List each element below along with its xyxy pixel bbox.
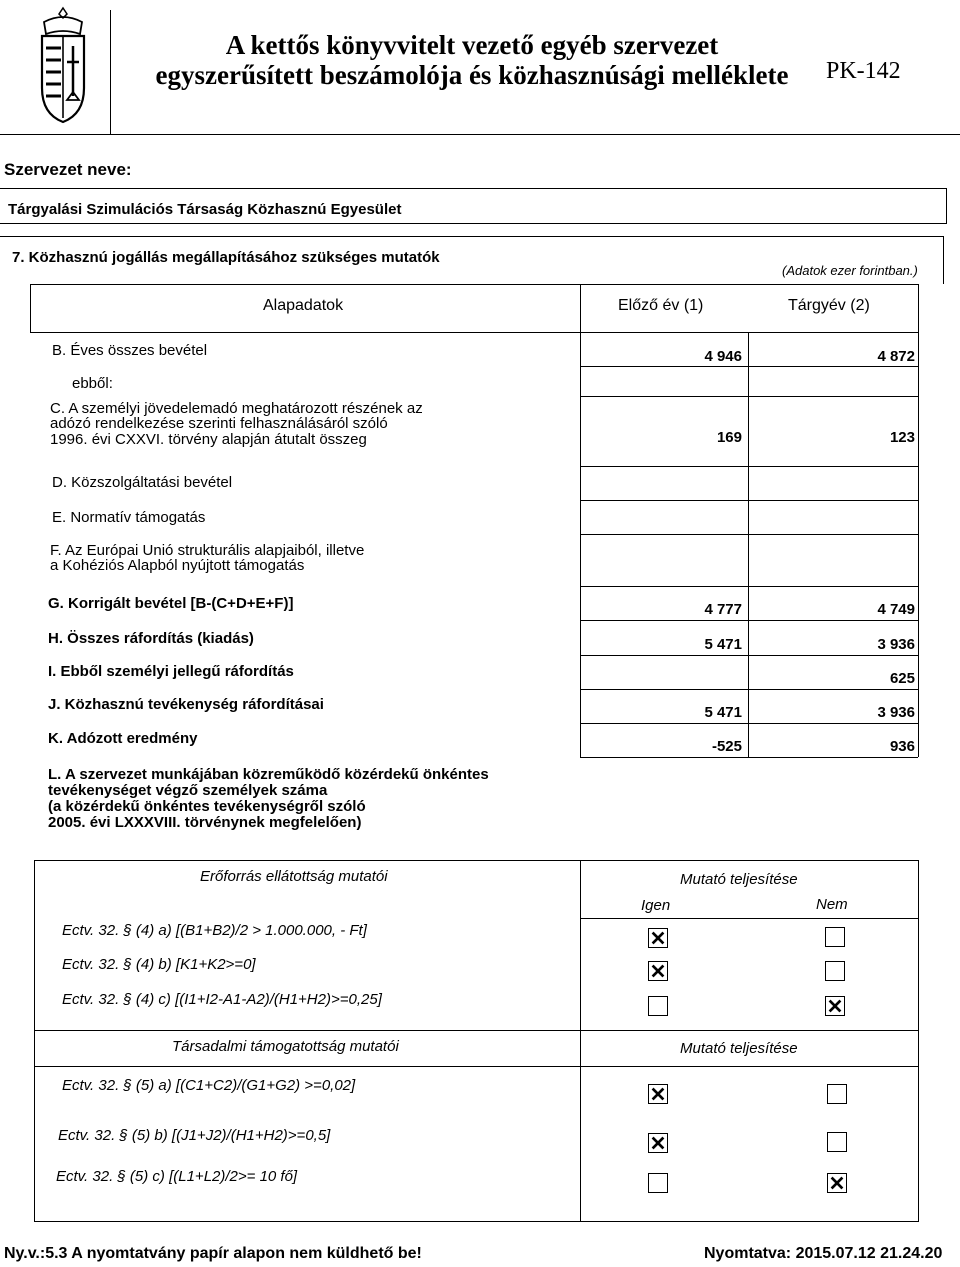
row-label: E. Normatív támogatás (52, 509, 206, 526)
form-title (118, 30, 826, 90)
row-label: ebből: (72, 375, 113, 392)
social-item-label: Ectv. 32. § (5) c) [(L1+L2)/2>= 10 fő] (56, 1168, 298, 1185)
indicator-top (34, 860, 918, 861)
resource-no-checkbox-a[interactable] (825, 927, 845, 947)
row-label-line: 1996. évi CXXVI. törvény alapján átutalt összeg (50, 431, 367, 448)
resource-item-label: Ectv. 32. § (4) b) [K1+K2>=0] (62, 956, 256, 973)
footer-print-date: Nyomtatva: 2015.07.12 21.24.20 (704, 1245, 943, 1262)
resource-yes-checkbox-a[interactable] (648, 928, 668, 948)
value-underline (580, 689, 918, 690)
table-left (30, 284, 31, 332)
value-underline (580, 500, 918, 501)
row-label: D. Közszolgáltatási bevétel (52, 474, 233, 491)
social-result-title: Mutató teljesítése (680, 1040, 798, 1057)
section-title: 7. Közhasznú jogállás megállapításához szükséges mutatók (12, 249, 440, 266)
table-header-top (30, 284, 918, 285)
col-prev-header: Előző év (1) (618, 297, 704, 314)
header-bottom-line (0, 134, 960, 135)
resource-result-title: Mutató teljesítése (680, 871, 798, 888)
row-label-line: tevékenységet végző személyek száma (48, 782, 328, 799)
prev-value: 169 (716, 429, 742, 446)
resource-item-label: Ectv. 32. § (4) c) [(I1+I2-A1-A2)/(H1+H2)>=0,25] (62, 991, 382, 1008)
value-underline (580, 757, 918, 758)
social-item-label: Ectv. 32. § (5) b) [(J1+J2)/(H1+H2)>=0,5] (58, 1127, 331, 1144)
yes-header: Igen (641, 897, 671, 914)
value-underline (580, 655, 918, 656)
org-name-label: Szervezet neve: (4, 160, 132, 179)
row-label-line: adózó rendelkezése szerinti felhasználásáról szóló (50, 415, 388, 432)
value-col-mid (748, 332, 749, 757)
curr-value: 4 749 (877, 601, 915, 618)
resource-no-checkbox-c[interactable] (825, 996, 845, 1016)
social-yes-checkbox-b[interactable] (648, 1133, 668, 1153)
value-underline (580, 620, 918, 621)
indicator-header-line (580, 918, 918, 919)
col-basic-header: Alapadatok (263, 297, 344, 314)
resource-yes-checkbox-c[interactable] (648, 996, 668, 1016)
footer-note: Ny.v.:5.3 A nyomtatvány papír alapon nem küldhető be! (4, 1245, 422, 1262)
form-title-line1: A kettős könyvvitelt vezető egyéb szervezet (225, 30, 719, 60)
row-label: G. Korrigált bevétel [B-(C+D+E+F)] (48, 595, 294, 612)
row-label-line: 2005. évi LXXXVIII. törvénynek megfelelően) (48, 814, 362, 831)
table-right (918, 284, 919, 332)
resource-no-checkbox-b[interactable] (825, 961, 845, 981)
unit-note: (Adatok ezer forintban.) (782, 263, 918, 278)
row-label: H. Összes ráfordítás (kiadás) (48, 630, 254, 647)
curr-value: 4 872 (877, 348, 915, 365)
curr-value: 3 936 (877, 636, 915, 653)
value-underline (580, 723, 918, 724)
social-no-checkbox-a[interactable] (827, 1084, 847, 1104)
indicator-bottom (34, 1221, 918, 1222)
table-col-sep1 (580, 284, 581, 332)
row-label: K. Adózott eredmény (48, 730, 198, 747)
social-yes-checkbox-a[interactable] (648, 1084, 668, 1104)
no-header: Nem (816, 896, 848, 913)
row-label: B. Éves összes bevétel (52, 342, 208, 359)
table-header-bottom (30, 332, 918, 333)
prev-value: 5 471 (704, 704, 742, 721)
indicator-left (34, 860, 35, 1222)
row-label-line: a Kohéziós Alapból nyújtott támogatás (50, 557, 305, 574)
prev-value: 4 777 (704, 601, 742, 618)
form-title-line2: egyszerűsített beszámolója és közhasznúsági melléklete (155, 60, 789, 90)
social-no-checkbox-b[interactable] (827, 1132, 847, 1152)
org-box-bottom (0, 223, 947, 224)
resource-title: Erőforrás ellátottság mutatói (200, 868, 388, 885)
curr-value: 123 (889, 429, 915, 446)
resource-item-label: Ectv. 32. § (4) a) [(B1+B2)/2 > 1.000.000, - Ft] (62, 922, 367, 939)
social-item-label: Ectv. 32. § (5) a) [(C1+C2)/(G1+G2) >=0,02] (62, 1077, 356, 1094)
section-top (0, 236, 944, 237)
value-underline (580, 586, 918, 587)
prev-value: -525 (711, 738, 742, 755)
row-label-line: C. A személyi jövedelemadó meghatározott részének az (50, 400, 423, 417)
curr-value: 936 (889, 738, 915, 755)
row-label-line: F. Az Európai Unió strukturális alapjaiból, illetve (50, 542, 365, 559)
value-col-left (580, 332, 581, 757)
curr-value: 625 (889, 670, 915, 687)
social-no-checkbox-c[interactable] (827, 1173, 847, 1193)
row-label: I. Ebből személyi jellegű ráfordítás (48, 663, 294, 680)
col-curr-header: Tárgyév (2) (788, 297, 870, 314)
org-box-right (946, 188, 947, 224)
value-underline (580, 396, 918, 397)
value-underline (580, 366, 918, 367)
indicator-right (918, 860, 919, 1222)
value-col-right (918, 332, 919, 757)
value-underline (580, 534, 918, 535)
org-name-value: Tárgyalási Szimulációs Társaság Közhasznú Egyesület (8, 201, 402, 218)
header-divider (110, 10, 111, 134)
social-yes-checkbox-c[interactable] (648, 1173, 668, 1193)
org-box-top (0, 188, 947, 189)
prev-value: 5 471 (704, 636, 742, 653)
prev-value: 4 946 (704, 348, 742, 365)
coat-of-arms-logo (34, 6, 92, 126)
curr-value: 3 936 (877, 704, 915, 721)
row-label-line: (a közérdekű önkéntes tevékenységről szóló (48, 798, 366, 815)
resource-yes-checkbox-b[interactable] (648, 961, 668, 981)
indicator-col-sep (580, 860, 581, 1222)
section-right (943, 236, 944, 284)
row-label-line: L. A szervezet munkájában közreműködő közérdekű önkéntes (48, 766, 489, 783)
social-title: Társadalmi támogatottság mutatói (172, 1038, 399, 1055)
value-underline (580, 466, 918, 467)
row-label: J. Közhasznú tevékenység ráfordításai (48, 696, 324, 713)
form-code: PK-142 (826, 58, 901, 84)
social-separator (34, 1030, 918, 1031)
social-header-line (34, 1066, 918, 1067)
